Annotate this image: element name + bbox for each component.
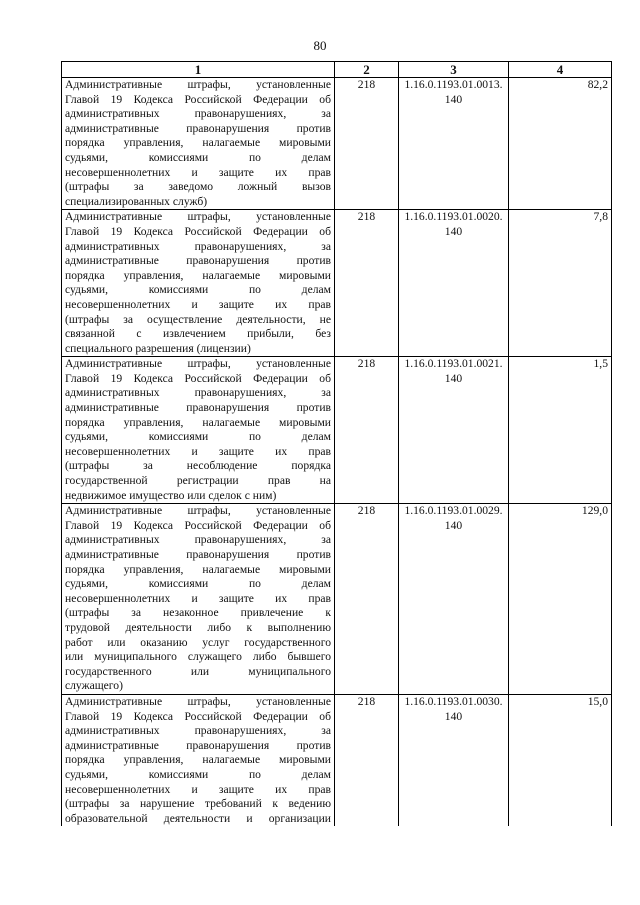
- classification-code-line: 140: [444, 518, 463, 532]
- admin-code-cell: 218: [335, 504, 399, 695]
- classification-code-line: 140: [444, 371, 463, 385]
- revenue-name-line: административные правонарушения против: [65, 548, 331, 561]
- revenue-name-line: судьями, комиссиями по делам: [65, 150, 331, 164]
- revenue-name-line: Главой 19 Кодекса Российской Федерации об: [65, 92, 331, 106]
- revenue-name-line: государственного или муниципального: [65, 664, 331, 678]
- revenue-name-line: административные правонарушения против: [65, 738, 331, 752]
- revenue-name-line: Административные штрафы, установленные: [65, 78, 331, 91]
- revenue-name-line: Административные штрафы, установленные: [65, 357, 331, 371]
- admin-code-cell: 218: [335, 357, 399, 504]
- revenue-name-line: Административные штрафы, установленные: [65, 694, 331, 708]
- classification-code-line: 140: [444, 92, 463, 106]
- classification-code-cell: [399, 357, 509, 504]
- table-row: [62, 504, 612, 695]
- revenue-name-line: Главой 19 Кодекса Российской Федерации об: [65, 518, 331, 532]
- revenue-name-line: (штрафы за нарушение требований к ведению: [65, 797, 331, 811]
- revenue-name-line: Административные штрафы, установленные: [65, 504, 331, 518]
- revenue-name-line: порядка управления, налагаемые мировыми: [65, 136, 331, 150]
- revenue-name-line: несовершеннолетних и защите их прав: [65, 297, 331, 311]
- revenue-name-line: административных правонарушениях, за: [65, 386, 331, 400]
- admin-code-cell: 218: [335, 78, 399, 210]
- column-header-2: 2: [335, 62, 399, 78]
- budget-revenue-table: [61, 61, 612, 826]
- revenue-name-line: Главой 19 Кодекса Российской Федерации об: [65, 224, 331, 238]
- revenue-name-line: порядка управления, налагаемые мировыми: [65, 753, 331, 767]
- classification-code-cell: [399, 504, 509, 695]
- revenue-name-line: порядка управления, налагаемые мировыми: [65, 415, 331, 429]
- revenue-name-line: трудовой деятельности либо к выполнению: [65, 620, 331, 634]
- revenue-name-line: несовершеннолетних и защите их прав: [65, 591, 331, 605]
- classification-code-line: 1.16.0.1193.01.0013.: [404, 78, 503, 91]
- revenue-name-line: судьями, комиссиями по делам: [65, 767, 331, 781]
- table-body: [62, 78, 612, 827]
- table-header-row: [62, 62, 612, 78]
- amount-cell: 15,0: [509, 694, 612, 826]
- revenue-name-line: несовершеннолетних и защите их прав: [65, 782, 331, 796]
- revenue-name-line: (штрафы за осуществление деятельности, не: [65, 312, 331, 326]
- table-row: [62, 357, 612, 504]
- revenue-name-line: порядка управления, налагаемые мировыми: [65, 562, 331, 576]
- amount-cell: 7,8: [509, 210, 612, 357]
- table-row: [62, 210, 612, 357]
- revenue-name-line: административных правонарушениях, за: [65, 107, 331, 121]
- revenue-name-line: административных правонарушениях, за: [65, 724, 331, 738]
- revenue-name-line: судьями, комиссиями по делам: [65, 577, 331, 591]
- classification-code-line: 1.16.0.1193.01.0021.: [404, 357, 503, 371]
- revenue-name-line: судьями, комиссиями по делам: [65, 283, 331, 297]
- revenue-name-line: государственной регистрации прав на: [65, 474, 331, 488]
- classification-code-cell: [399, 78, 509, 210]
- admin-code-cell: 218: [335, 694, 399, 826]
- revenue-name-line: (штрафы за несоблюдение порядка: [65, 459, 331, 473]
- revenue-name-line: административные правонарушения против: [65, 254, 331, 268]
- revenue-name-line: Главой 19 Кодекса Российской Федерации об: [65, 371, 331, 385]
- revenue-name-cell: [62, 694, 335, 826]
- classification-code-line: 1.16.0.1193.01.0020.: [404, 210, 503, 224]
- classification-code-line: 1.16.0.1193.01.0029.: [404, 504, 503, 518]
- classification-code-cell: [399, 694, 509, 826]
- column-header-3: 3: [399, 62, 509, 78]
- revenue-name-line: (штрафы за незаконное привлечение к: [65, 606, 331, 620]
- revenue-name-line: образовательной деятельности и организации: [65, 811, 331, 825]
- classification-code-line: 140: [444, 709, 463, 723]
- revenue-name-line: Главой 19 Кодекса Российской Федерации об: [65, 709, 331, 723]
- revenue-name-line: служащего): [65, 679, 123, 693]
- revenue-name-line: или муниципального служащего либо бывшего: [65, 650, 331, 664]
- revenue-name-line: недвижимое имущество или сделок с ним): [65, 488, 277, 502]
- revenue-name-cell: [62, 504, 335, 695]
- table-row: [62, 78, 612, 210]
- classification-code-line: 140: [444, 224, 463, 238]
- revenue-name-line: несовершеннолетних и защите их прав: [65, 444, 331, 458]
- revenue-name-line: работ или оказанию услуг государственного: [65, 635, 331, 649]
- admin-code-cell: 218: [335, 210, 399, 357]
- revenue-name-cell: [62, 357, 335, 504]
- revenue-name-line: Административные штрафы, установленные: [65, 210, 331, 224]
- amount-cell: 1,5: [509, 357, 612, 504]
- revenue-name-line: специализированных служб): [65, 194, 208, 208]
- revenue-name-line: специального разрешения (лицензии): [65, 341, 251, 355]
- amount-cell: 129,0: [509, 504, 612, 695]
- classification-code-line: 1.16.0.1193.01.0030.: [404, 694, 503, 708]
- revenue-name-line: связанной с извлечением прибыли, без: [65, 327, 331, 341]
- revenue-name-cell: [62, 210, 335, 357]
- revenue-name-line: административных правонарушениях, за: [65, 239, 331, 253]
- revenue-name-cell: [62, 78, 335, 210]
- column-header-4: 4: [509, 62, 612, 78]
- table-row: [62, 694, 612, 826]
- revenue-name-line: порядка управления, налагаемые мировыми: [65, 268, 331, 282]
- amount-cell: 82,2: [509, 78, 612, 210]
- page-number: 80: [313, 38, 327, 53]
- revenue-name-line: (штрафы за заведомо ложный вызов: [65, 180, 331, 194]
- revenue-name-line: административные правонарушения против: [65, 121, 331, 135]
- classification-code-cell: [399, 210, 509, 357]
- revenue-name-line: административных правонарушениях, за: [65, 533, 331, 547]
- revenue-name-line: судьями, комиссиями по делам: [65, 430, 331, 444]
- revenue-name-line: административные правонарушения против: [65, 401, 331, 415]
- revenue-name-line: несовершеннолетних и защите их прав: [65, 165, 331, 179]
- column-header-1: 1: [62, 62, 335, 78]
